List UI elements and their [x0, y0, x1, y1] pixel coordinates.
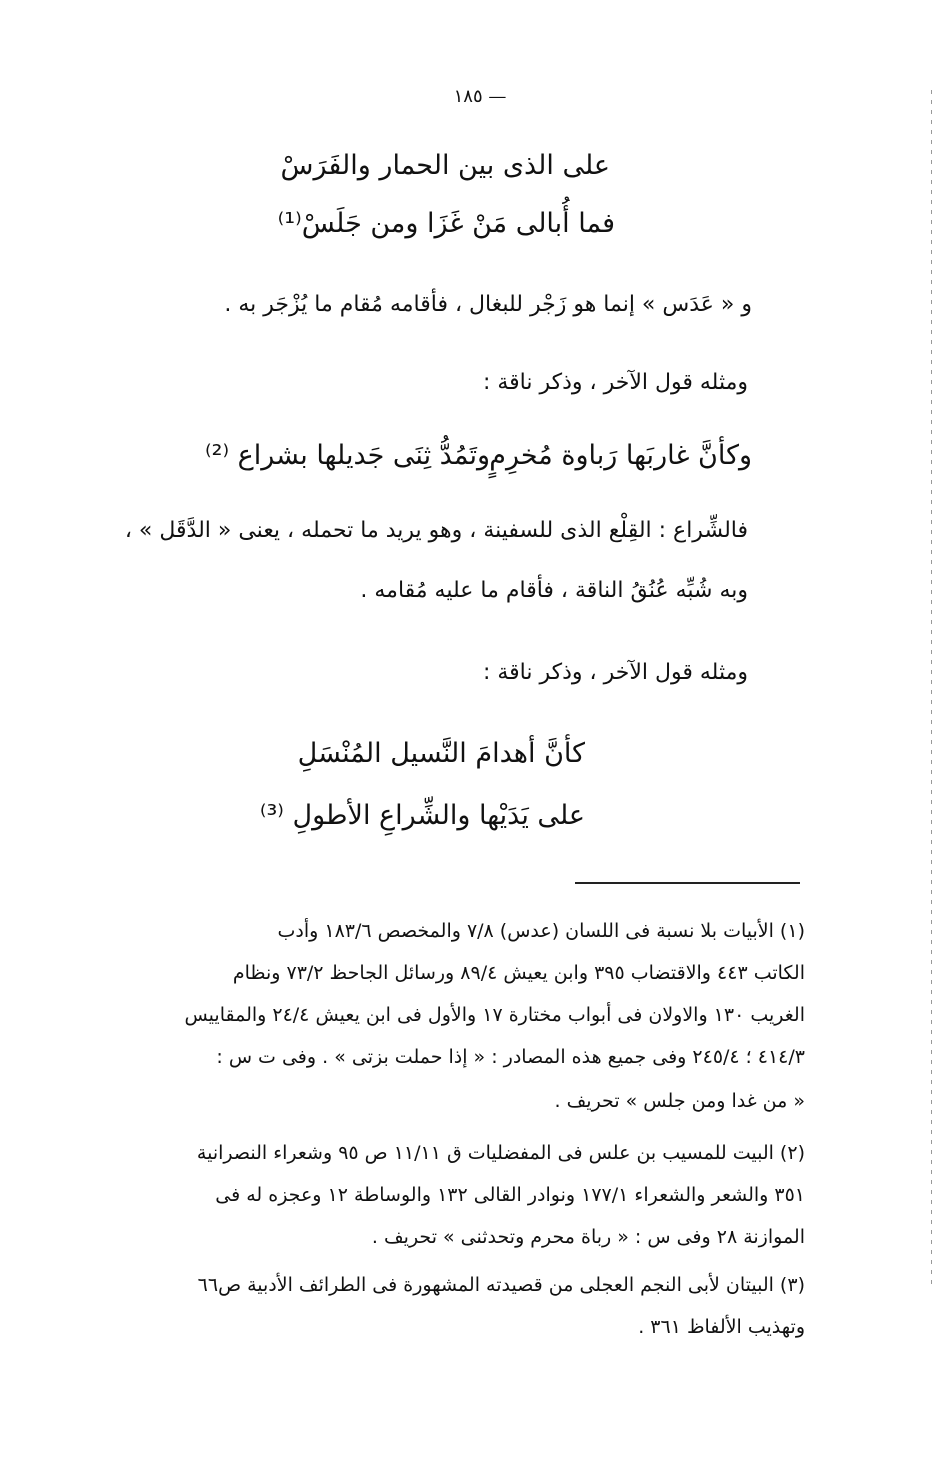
- footnote-1-line1: (١) الأبيات بلا نسبة فى اللسان (عدس) ٧/٨ والمخصص ١٨٣/٦ وأدب: [277, 920, 805, 942]
- verse1-line1: على الذى بين الحمار والفَرَسْ: [280, 150, 610, 181]
- verse3-line1: كأنَّ أهدامَ النَّسيل المُنْسَلِ: [297, 738, 585, 769]
- scan-edge-line: [931, 90, 932, 1290]
- footnote-2-line1: (٢) البيت للمسيب بن علس فى المفضليات ق ١١/١١ ص ٩٥ وشعراء النصرانية: [196, 1142, 805, 1164]
- page-number: ١٨٥ —: [453, 86, 507, 107]
- verse2-hemistich-left: وتَمُدُّ ثِنَى جَديلها بشراع ⁽²⁾: [204, 440, 490, 471]
- footnote-2-line3: الموازنة ٢٨ وفى س : « رباة محرم وتحدثنى » تحريف .: [371, 1226, 805, 1248]
- footnote-3-line2: وتهذيب الألفاظ ٣٦١ .: [638, 1316, 805, 1338]
- footnote-separator: [575, 882, 800, 884]
- intro-line-2: ومثله قول الآخر ، وذكر ناقة :: [482, 370, 748, 395]
- footnote-1-line5: « من غدا ومن جلس » تحريف .: [554, 1090, 805, 1112]
- footnote-1-line3: الغريب ١٣٠ والاولان فى أبواب مختارة ١٧ والأول فى ابن يعيش ٢٤/٤ والمقاييس: [184, 1004, 805, 1026]
- prose2-line2: وبه شُبِّه عُنُقُ الناقة ، فأقام ما عليه مُقامه .: [360, 578, 748, 603]
- footnote-2-line2: ٣٥١ والشعر والشعراء ١٧٧/١ ونوادر القالى ١٣٢ والوساطة ١٢ وعجزه له فى: [215, 1184, 805, 1206]
- footnote-1-line2: الكاتب ٤٤٣ والاقتضاب ٣٩٥ وابن يعيش ٨٩/٤ ورسائل الجاحظ ٧٣/٢ ونظام: [232, 962, 805, 984]
- prose-line-adas: و « عَدَس » إنما هو زَجْر للبغال ، فأقامه مُقام ما يُزْجَر به .: [224, 292, 752, 317]
- footnote-1-line4: ٤١٤/٣ ؛ ٢٤٥/٤ وفى جميع هذه المصادر : « إذا حملت بزتى » . وفى ت س :: [216, 1046, 805, 1068]
- intro-line-3: ومثله قول الآخر ، وذكر ناقة :: [482, 660, 748, 685]
- verse1-line2: فما أُبالى مَنْ غَزَا ومن جَلَسْ⁽¹⁾: [277, 208, 615, 239]
- footnote-3-line1: (٣) البيتان لأبى النجم العجلى من قصيدته المشهورة فى الطرائف الأدبية ص٦٦: [197, 1274, 805, 1296]
- verse2-hemistich-right: وكأنَّ غاربَها رَباوة مُخرِمٍ: [489, 440, 752, 471]
- prose2-line1: فالشِّراع : القِلْع الذى للسفينة ، وهو يريد ما تحمله ، يعنى « الدَّقَل » ،: [124, 518, 748, 543]
- verse3-line2: على يَدَيْها والشِّراعِ الأطولِ ⁽³⁾: [259, 800, 585, 831]
